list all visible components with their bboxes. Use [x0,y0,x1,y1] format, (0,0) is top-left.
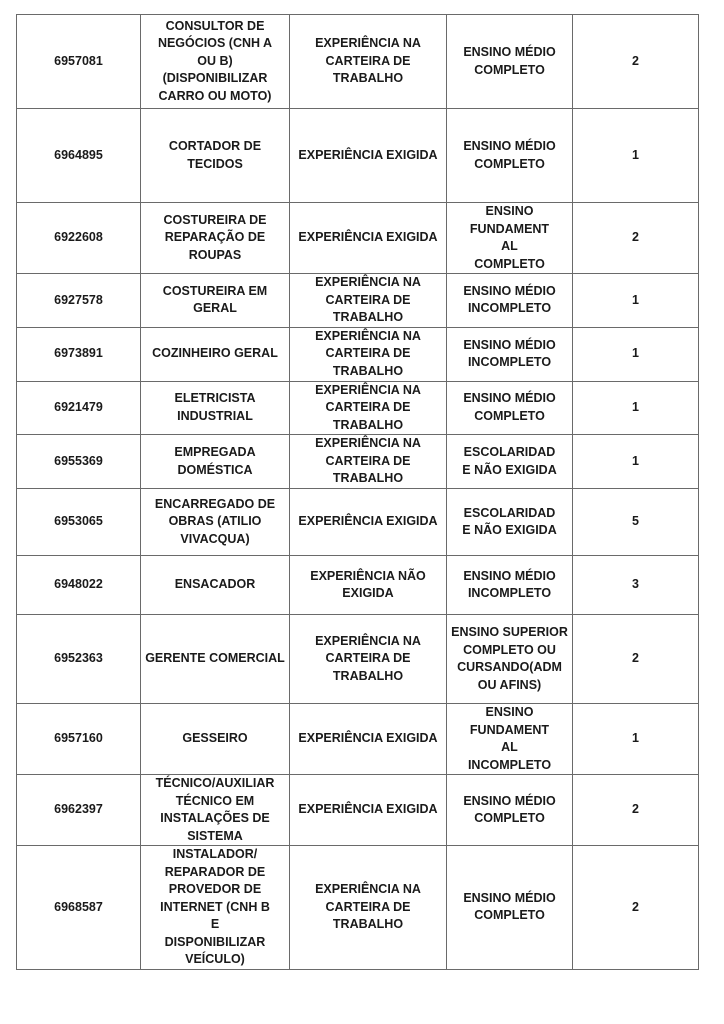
job-title: COSTUREIRA EM GERAL [141,274,290,328]
vacancy-code: 6948022 [17,556,141,615]
job-title: CONSULTOR DE NEGÓCIOS (CNH A OU B) (DISPONIBILIZAR CARRO OU MOTO) [141,15,290,109]
job-title: ENCARREGADO DE OBRAS (ATILIO VIVACQUA) [141,489,290,556]
vacancy-code: 6957081 [17,15,141,109]
vacancy-count: 1 [573,704,699,775]
job-vacancies-table [16,14,699,970]
table-row [17,203,699,274]
vacancy-code: 6957160 [17,704,141,775]
vacancy-code: 6968587 [17,846,141,970]
job-title: GERENTE COMERCIAL [141,615,290,704]
vacancy-code: 6962397 [17,775,141,846]
vacancy-count: 1 [573,381,699,435]
vacancy-code: 6964895 [17,109,141,203]
vacancy-code: 6921479 [17,381,141,435]
table-row [17,704,699,775]
vacancy-count: 1 [573,327,699,381]
education-requirement: ESCOLARIDADE NÃO EXIGIDA [447,489,573,556]
vacancy-count: 2 [573,615,699,704]
education-requirement: ENSINO MÉDIO COMPLETO [447,109,573,203]
vacancy-code: 6952363 [17,615,141,704]
experience-requirement: EXPERIÊNCIA NA CARTEIRA DE TRABALHO [290,615,447,704]
job-title: COZINHEIRO GERAL [141,327,290,381]
vacancy-code: 6953065 [17,489,141,556]
vacancy-code: 6927578 [17,274,141,328]
table-row [17,109,699,203]
education-requirement: ENSINO SUPERIOR COMPLETO OU CURSANDO(ADM OU AFINS) [447,615,573,704]
education-requirement: ENSINO FUNDAMENTAL COMPLETO [447,203,573,274]
job-title: TÉCNICO/AUXILIAR TÉCNICO EM INSTALAÇÕES DE SISTEMA [141,775,290,846]
vacancy-count: 5 [573,489,699,556]
table-row [17,846,699,970]
vacancy-count: 2 [573,15,699,109]
job-title: INSTALADOR/ REPARADOR DE PROVEDOR DE INTERNET (CNH B E DISPONIBILIZAR VEÍCULO) [141,846,290,970]
experience-requirement: EXPERIÊNCIA NA CARTEIRA DE TRABALHO [290,274,447,328]
experience-requirement: EXPERIÊNCIA NA CARTEIRA DE TRABALHO [290,435,447,489]
vacancy-code: 6973891 [17,327,141,381]
table-row [17,775,699,846]
table-row [17,556,699,615]
vacancy-count: 3 [573,556,699,615]
experience-requirement: EXPERIÊNCIA NA CARTEIRA DE TRABALHO [290,15,447,109]
job-title: CORTADOR DE TECIDOS [141,109,290,203]
experience-requirement: EXPERIÊNCIA NA CARTEIRA DE TRABALHO [290,846,447,970]
job-title: ELETRICISTA INDUSTRIAL [141,381,290,435]
experience-requirement: EXPERIÊNCIA EXIGIDA [290,704,447,775]
experience-requirement: EXPERIÊNCIA NA CARTEIRA DE TRABALHO [290,381,447,435]
vacancy-code: 6922608 [17,203,141,274]
education-requirement: ESCOLARIDADE NÃO EXIGIDA [447,435,573,489]
table-row [17,435,699,489]
job-title: ENSACADOR [141,556,290,615]
vacancy-count: 2 [573,203,699,274]
education-requirement: ENSINO MÉDIO INCOMPLETO [447,327,573,381]
table-row [17,381,699,435]
experience-requirement: EXPERIÊNCIA EXIGIDA [290,775,447,846]
education-requirement: ENSINO MÉDIO COMPLETO [447,15,573,109]
job-title: COSTUREIRA DE REPARAÇÃO DE ROUPAS [141,203,290,274]
experience-requirement: EXPERIÊNCIA NA CARTEIRA DE TRABALHO [290,327,447,381]
education-requirement: ENSINO MÉDIO INCOMPLETO [447,556,573,615]
education-requirement: ENSINO MÉDIO COMPLETO [447,775,573,846]
table-row [17,15,699,109]
experience-requirement: EXPERIÊNCIA EXIGIDA [290,489,447,556]
vacancy-count: 2 [573,846,699,970]
experience-requirement: EXPERIÊNCIA EXIGIDA [290,203,447,274]
experience-requirement: EXPERIÊNCIA NÃO EXIGIDA [290,556,447,615]
table-row [17,489,699,556]
education-requirement: ENSINO MÉDIO COMPLETO [447,846,573,970]
vacancy-count: 2 [573,775,699,846]
table-row [17,615,699,704]
job-title: EMPREGADA DOMÉSTICA [141,435,290,489]
job-title: GESSEIRO [141,704,290,775]
table-row [17,327,699,381]
education-requirement: ENSINO MÉDIO INCOMPLETO [447,274,573,328]
vacancy-code: 6955369 [17,435,141,489]
vacancy-count: 1 [573,109,699,203]
education-requirement: ENSINO FUNDAMENTAL INCOMPLETO [447,704,573,775]
vacancy-count: 1 [573,274,699,328]
table-row [17,274,699,328]
experience-requirement: EXPERIÊNCIA EXIGIDA [290,109,447,203]
education-requirement: ENSINO MÉDIO COMPLETO [447,381,573,435]
vacancy-count: 1 [573,435,699,489]
